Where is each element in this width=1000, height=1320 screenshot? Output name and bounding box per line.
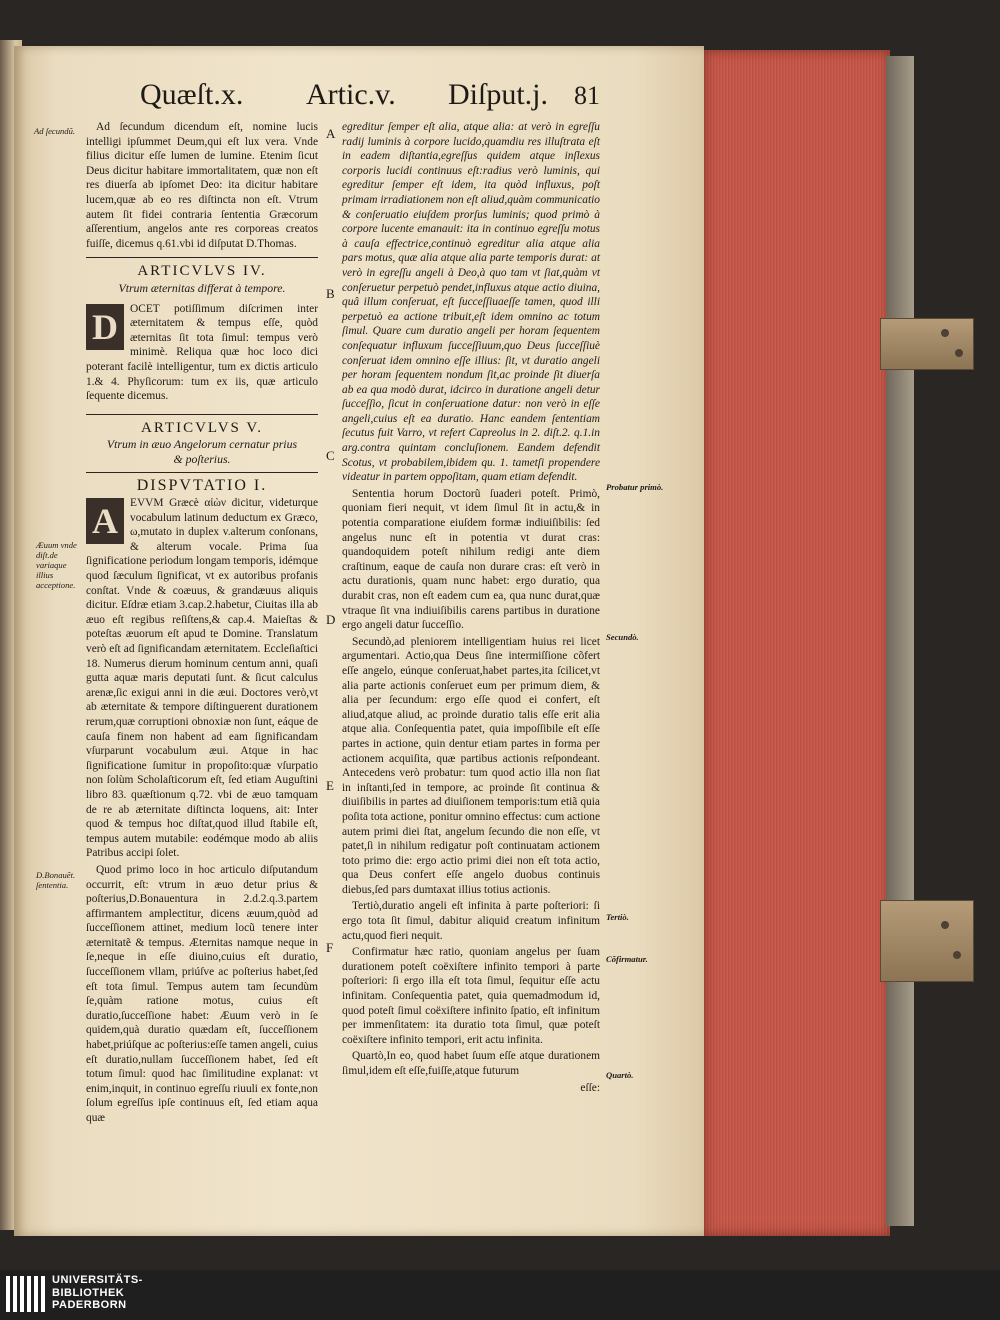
margin-note-ad-secundum: Ad ſecundũ. xyxy=(34,126,76,136)
upper-clasp xyxy=(880,318,974,370)
section-letter-d: D xyxy=(326,612,336,627)
rule xyxy=(86,472,318,473)
margin-note-tertio: Tertiò. xyxy=(606,912,629,922)
page-block-red-edge xyxy=(704,50,890,1236)
faded-stamp xyxy=(712,410,862,610)
paragraph-confirmatur: Confirmatur hæc ratio, quoniam angelus per ſuam durationem poteſt coëxiſtere infinito tempori à parte poſteriori: ſi ergo illa eſt tota ſimul, ſequitur eſſe actu infinitam. Conſequentia patet, quia quemadmodum id, quod poteſt ſimul coëxiſtere infinito ſpatio, eſt infinitum per immenſitatem: ita duratio tota ſimul, quæ poteſt coëxiſtere infinito tempori, erit actu infinita. xyxy=(342,946,600,1046)
section-letter-f: F xyxy=(326,940,334,955)
library-name xyxy=(52,1274,143,1312)
paragraph-aeuum: EVVM Græcè αἰὼν dicitur, videturque vocabulum latinum deductum ex Græco, ω,mutato in duplex v.alterum conſonans, & alterum vocale. Prima ſua ſignificatione periodum longam temporis, idémque quod ſæculum ſignificat, vt ex autoribus profanis conſtat. Vnde & coæuus, & grandæuus aliquis dicitur. Eſdræ etiam 3.cap.2.habetur, Ciuitas illa ab æuo eſt regibus reſiſtens,& cap.4. Maieſtas & poteſtas æuorum eſt apud te Domine. Translatum verò eſt ad ſignificandam æternitatem. Eccleſiaſtici 18. Numerus dierum hominum centum anni, quaſi gutta aquæ maris deputati ſunt. & ſicut calculus arenæ,ſic exigui anni in die æui. Doctores verò,vt ab æternitate & tempore diſtinguerent durationem rerum,quæ corruptioni obnoxiæ non ſunt, eáque de cauſa finem non habent ad eam ſignificandam vſurparunt vocabulum æui. Atque in hac ſignificatione ſumitur in propoſito:quæ vſurpatio non ſolùm Scholaſticorum eſt, ſed etiam Auguſtini libro 83. quæſtionum q.72. vbi de æuo tamquam de re ab æternitate diſtincta loquens, ait: Inter quod & tempus hoc diſtat,quod illud ſtabile eſt, tempus autem mutabile: eodémque modo ab aliis Patribus accipi ſolet. xyxy=(86,497,318,860)
heading-articulus-iv: ARTICVLVS IV. xyxy=(137,263,267,280)
library-name-line3: PADERBORN xyxy=(52,1299,127,1311)
margin-note-confirmatur: Cõfirmatur. xyxy=(606,954,648,964)
margin-note-quarto: Quartò. xyxy=(606,1070,634,1080)
rule xyxy=(86,414,318,415)
subheading-articulus-v-line1: Vtrum in æuo Angelorum cernatur prius xyxy=(106,437,298,452)
running-header xyxy=(140,78,610,118)
library-footer xyxy=(0,1270,1000,1320)
subheading-articulus-v-line2: & poſterius. xyxy=(173,451,231,466)
header-disputatio: Diſput.j. xyxy=(448,78,549,111)
rule xyxy=(86,257,318,258)
right-column xyxy=(342,120,600,1095)
catchword: eſſe: xyxy=(580,1081,600,1094)
paragraph-primo: Sententia horum Doctorũ ſuaderi poteſt. Primò, quoniam fieri nequit, vt idem ſimul ſit in actu,& in potentia comparatione eiuſdem formæ indiuiſibilis: ſed angelus nunc eſt in potentia vt durat cras: quandoquidem poteſt nihilum redigi ante diem craſtinum, eaque de cauſa non durare cras: eſt verò in actu durationis, quam nunc habet: ergo duratio, qua durabit cras, non eſt eadem cum ea, qua nunc durat,quæ vtraque ſit vna indiuiſibilis carens partibus in duratione ergo angeli datur ſucceſſio. xyxy=(342,487,600,632)
paragraph-secundo: Secundò,ad pleniorem intelligentiam huius rei licet argumentari. Actio,qua Deus ſine intermiſſione cõfert eſſe angelo, eúnque conſeruat,habet partes,ita ſcilicet,vt alia parte actionis conſeruet eum per primum diem, & alia per ſecundum: ergo eſſe quod ei confert, eſt aliud,atque aliud, ac proinde duratio talis eſſe erit alia atque alia. Conſequentia patet, quia impoſſibile eſt eſſe partes in actione, quin dentur etiam partes in forma per actionem acquiſita, quæ partibus actionis reſpondeant. Antecedens verò probatur: tum quod actio illa non ſiat in inſtanti,ſed in tempore, ac proinde ſit continua & diuiſibilis in partes ad diuiſionem temporis:tum etiã quia poſita tota actione, ponitur omnino effectus: cum actione autem primi diei ſtat, angelum ſecundo die non eſſe, vt patet,ſi in nihilum redigatur poſt continuatam actionem toto primo die: ergo actio primi diei non eſt tota actio, qua Deus confert eſſe angelo duobus continuis diebus,ſed pars dumtaxat illius totius actionis. xyxy=(342,635,600,896)
paragraph-continuation: egreditur ſemper eſt alia, atque alia: at verò in egreſſu radij luminis à corpore lucido,quamdiu res illuſtrata eſt in eadem diſtantia,egreſſus quidem atque inſlexus corporis lucidi continuus eſt:radius verò luminis, qui egreditur ſemper eſt idem, ita quòd influxus, poſt primam irradiationem non eſt aliud,quàm communicatio & conſeruatio eiuſdem prorſus luminis; quod primò à corpore lucente emanauit: ita in continuo egreſſu motus à cauſa effectrice,continuò egreditur alia atque alia pars motus, quæ alia atque alia parte temporis durat: at verò in egreſſu angeli à Deo,à quo tam vt ſiat,quàm vt conſeruetur perpetuò pendet,influxus atque actio diuina, quâ illum conſeruat, eſt ſucceſſiuaeſſe tamen, quod illi perpetuò ea actione tribuit,eſt idem omnino ac totum ſimul. Quare cum duratio angeli per horam ſequentem conſequatur influxum ſucceſſiuum,quo Deus ſucceſſiuè conſeruat idem omnino eſſe illius: ſit, vt duratio angeli per horam ſequentem nondum ſit,ac proinde ſit diuerſa ab ea qua modò durat, idcirco in duratione angeli detur ſucceſſio, ſicut in conſeruatione datur: non verò in eſſe angeli,cuius eſt ea duratio. Hanc eandem ſententiam ſecutus fuit Varro, vt refert Capreolus in 2. diſt.2. q.1.in arg.contra quintam concluſionem. Eandem defendit Scotus, vt probabilem,ibidem qu. 1. tametſi propendere videatur in partem oppoſitam, quam etiam defendit. xyxy=(342,121,600,484)
initial-d-ornament: D xyxy=(86,304,124,350)
lower-clasp xyxy=(880,900,974,982)
page-number: 81 xyxy=(574,81,600,110)
library-name-line2: BIBLIOTHEK xyxy=(52,1286,125,1299)
section-letter-e: E xyxy=(326,778,334,793)
library-logo-icon xyxy=(6,1276,46,1312)
cover-board xyxy=(886,56,914,1226)
section-letter-c: C xyxy=(326,448,335,463)
section-letter-b: B xyxy=(326,286,335,301)
section-letter-a: A xyxy=(326,126,336,141)
header-quaestio: Quæſt.x. xyxy=(140,78,244,111)
margin-note-aeuum: Æuum vnde diſt.de variaque illius acceptione. xyxy=(36,540,77,590)
paragraph-articulus-iv: OCET potiſſimum diſcrimen inter æternitatem & tempus eſſe, quòd æternitas ſit tota ſimul: tempus verò minimè. Reliqua quæ hoc loco dici poterant facilè intelligentur, tum ex dictis articulo 1.& 4. Phyſicorum: tum ex iis, quæ articulo ſequente dicemus. xyxy=(86,302,318,403)
subheading-articulus-iv: Vtrum æternitas differat à tempore. xyxy=(118,280,286,295)
paragraph-bonaventura: Quod primo loco in hoc articulo diſputandum occurrit, eſt: vtrum in æuo detur prius & poſterius,D.Bonauentura in 2.d.2.q.3.partem affirmantem amplectitur, dicens æuum,quòd ad ſucceſſionem attinet, medium locũ tenere inter æternitatẽ & tempus. Æternitas namque neque in ſe,neque in eſſe diuino,cuius eſt duratio, ſucceſſionem vllam, priúſve ac poſterius habet,ſed eſt tota ſimul. Tempus autem tam ſecundùm ſe,quàm ratione motus, cuius eſt duratio,ſucceſſione habet: Æuum verò in ſe quidem,quà duratio quædam eſt, ſucceſſionem habet,priúſque ac poſterius:eſſe tamen angeli, cuius eſt duratio,nullam ſucceſſionem habet, ſed eſt totum ſimul: quod hac ſimilitudine explanat: vt enim,inquit, in continuo egreſſu riuuli ex fonte,non ſolum egreſſus ipſe continuus eſt, ſed etiam aqua quæ xyxy=(86,863,318,1124)
margin-note-secundo: Secundò. xyxy=(606,632,639,642)
initial-a-ornament: A xyxy=(86,498,124,544)
left-column xyxy=(86,120,318,1128)
margin-note-probatur: Probatur primò. xyxy=(606,482,664,492)
paragraph-tertio: Tertiò,duratio angeli eſt infinita à parte poſteriori: ſi ergo tota ſit ſimul, dabitur aliquid creatum infinitum actu,quod fieri nequit. xyxy=(342,900,600,942)
header-articulus: Artic.v. xyxy=(306,78,396,111)
library-name-line1: UNIVERSITÄTS- xyxy=(52,1274,143,1286)
paragraph-ad-secundum: Ad ſecundum dicendum eſt, nomine lucis intelligi ipſummet Deum,qui eſt lux vera. Vnde filius dicitur eſſe lumen de lumine. Etenim ſicut Deus dicitur habitare immortalitatem, quæ non eſt res diuerſa ab ipſomet Deo: ita dicitur habitare lucem,quæ ab eo res diſtincta non eſt. Vtrum autem ſit fidei contraria ſententia Græcorum aſſerentium, angelos ante res corporeas creatos fuiſſe, dicemus q.61.vbi id diſputat D.Thomas. xyxy=(86,121,318,250)
heading-articulus-v: ARTICVLVS V. xyxy=(140,419,264,436)
paragraph-quarto: Quartò,In eo, quod habet ſuum eſſe atque durationem ſimul,idem eſt eſſe,fuiſſe,atque futurum xyxy=(342,1050,600,1077)
margin-note-bonaventura: D.Bonauẽt. ſententia. xyxy=(36,870,76,890)
heading-disputatio-i: DISPVTATIO I. xyxy=(136,477,268,495)
